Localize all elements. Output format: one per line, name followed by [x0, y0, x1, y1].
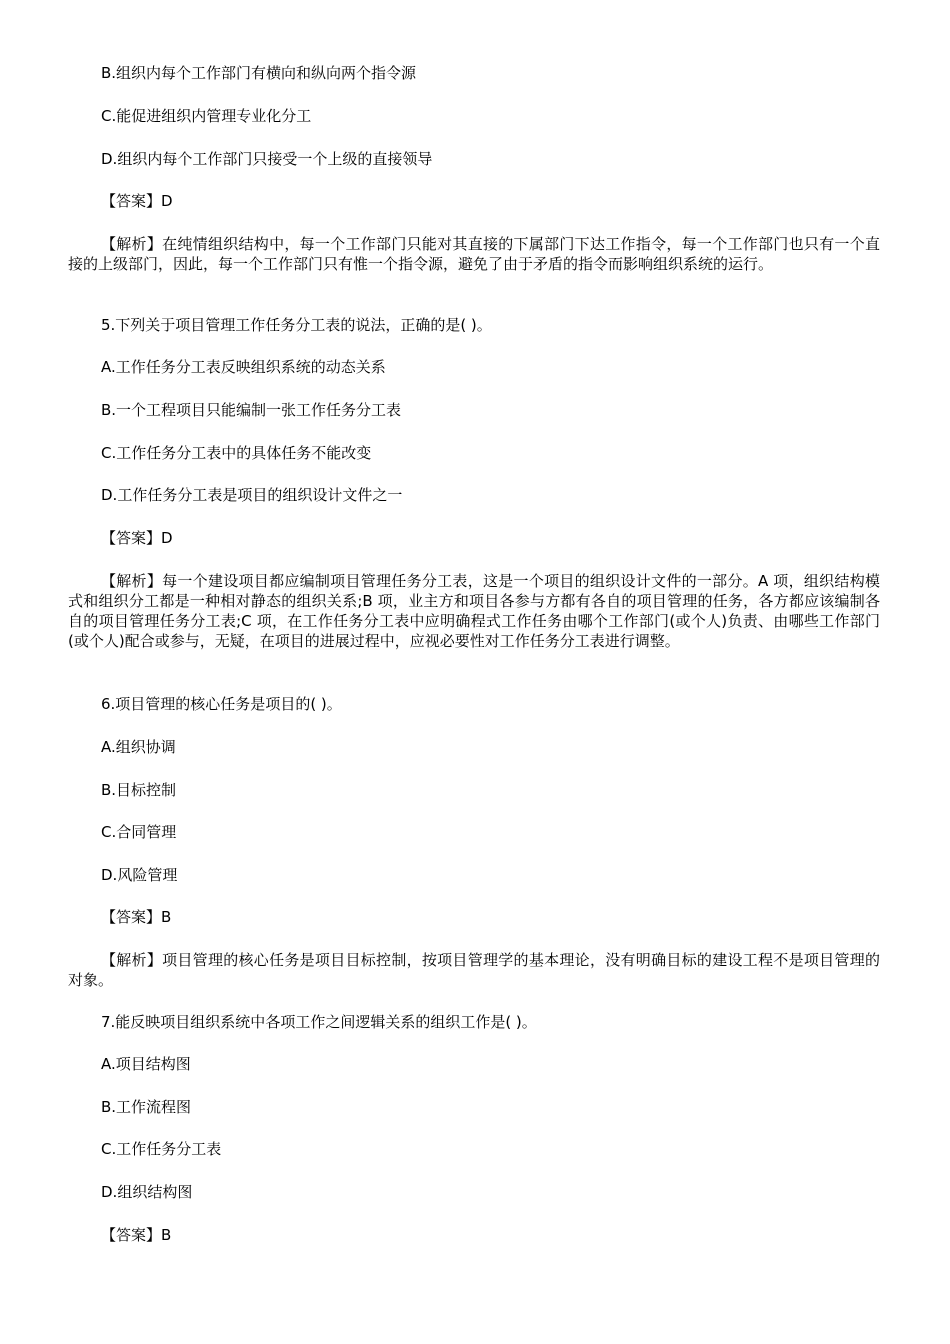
q4-option-d: D.组织内每个工作部门只接受一个上级的直接领导 [101, 150, 433, 168]
q4-option-c: C.能促进组织内管理专业化分工 [101, 107, 312, 125]
q4-option-b: B.组织内每个工作部门有横向和纵向两个指令源 [101, 64, 417, 82]
q6-option-d: D.风险管理 [101, 866, 178, 884]
q6-answer: 【答案】B [101, 908, 172, 926]
q5-option-a: A.工作任务分工表反映组织系统的动态关系 [101, 358, 386, 376]
q5-option-d: D.工作任务分工表是项目的组织设计文件之一 [101, 486, 403, 504]
q7-option-d: D.组织结构图 [101, 1183, 193, 1201]
q4-analysis: 【解析】在纯情组织结构中，每一个工作部门只能对其直接的下属部门下达工作指令，每一个工作部门也只有一个直接的上级部门，因此，每一个工作部门只有惟一个指令源，避免了由于矛盾的指令而影响组织系统的运行。 [68, 235, 880, 273]
q7-option-b: B.工作流程图 [101, 1098, 192, 1116]
q5-answer: 【答案】D [101, 529, 173, 547]
q6-option-a: A.组织协调 [101, 738, 176, 756]
q4-answer: 【答案】D [101, 192, 173, 210]
q7-option-a: A.项目结构图 [101, 1055, 191, 1073]
q5-option-c: C.工作任务分工表中的具体任务不能改变 [101, 444, 372, 462]
q5-question: 5.下列关于项目管理工作任务分工表的说法，正确的是( )。 [101, 316, 492, 334]
q6-question: 6.项目管理的核心任务是项目的( )。 [101, 695, 342, 713]
q6-option-c: C.合同管理 [101, 823, 177, 841]
q7-question: 7.能反映项目组织系统中各项工作之间逻辑关系的组织工作是( )。 [101, 1013, 537, 1031]
q7-answer: 【答案】B [101, 1226, 172, 1244]
q6-option-b: B.目标控制 [101, 781, 177, 799]
q5-analysis: 【解析】每一个建设项目都应编制项目管理任务分工表，这是一个项目的组织设计文件的一部分。A 项，组织结构模式和组织分工都是一种相对静态的组织关系;B 项，业主方和项目各参与方都有各自的项目管理的任务，各方都应该编制各自的项目管理任务分工表;C 项，在工作任务分工表中应明确程式工作任务由哪个工作部门(或个人)负责、由哪些工作部门(或个人)配合或参与，无疑，在项目的进展过程中，应视必要性对工作任务分工表进行调整。 [68, 572, 880, 650]
q6-analysis: 【解析】项目管理的核心任务是项目目标控制，按项目管理学的基本理论，没有明确目标的建设工程不是项目管理的对象。 [68, 951, 880, 989]
q7-option-c: C.工作任务分工表 [101, 1140, 222, 1158]
q5-option-b: B.一个工程项目只能编制一张工作任务分工表 [101, 401, 402, 419]
